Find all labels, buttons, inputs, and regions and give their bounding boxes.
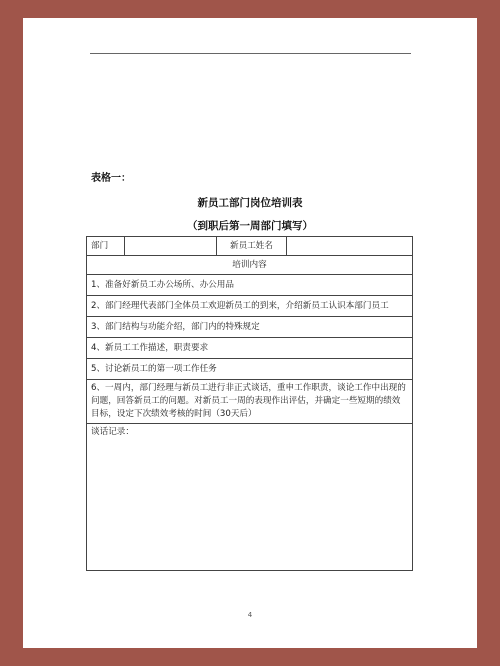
list-item (87, 317, 413, 338)
training-item-2: 2、部门经理代表部门全体员工欢迎新员工的到来，介绍新员工认识本部门员工 (87, 296, 413, 317)
conversation-records-field[interactable] (87, 424, 413, 571)
training-content-row (87, 256, 413, 275)
training-item-5: 5、讨论新员工的第一项工作任务 (87, 359, 413, 380)
list-item (87, 380, 413, 424)
form-subtitle: （到职后第一周部门填写） (187, 220, 313, 232)
department-label: 部门 (87, 237, 125, 256)
training-item-6: 6、一周内，部门经理与新员工进行非正式谈话，重申工作职责，谈论工作中出现的问题，回答新员工的问题。对新员工一周的表现作出评估，并确定一些短期的绩效目标，设定下次绩效考核的时间（30天后） (87, 380, 413, 424)
list-item (87, 275, 413, 296)
training-item-1: 1、准备好新员工办公场所、办公用品 (87, 275, 413, 296)
header-divider (90, 53, 411, 54)
employee-name-label: 新员工姓名 (217, 237, 287, 256)
page-number: 4 (247, 611, 253, 619)
list-item (87, 338, 413, 359)
records-label: 谈话记录： (91, 427, 134, 437)
header-row (87, 237, 413, 256)
training-item-4: 4、新员工工作描述，职责要求 (87, 338, 413, 359)
training-content-header: 培训内容 (87, 256, 413, 275)
table-label: 表格一： (91, 173, 131, 184)
list-item (87, 296, 413, 317)
training-form-table (86, 236, 413, 571)
records-row (87, 424, 413, 571)
form-title: 新员工部门岗位培训表 (197, 197, 303, 209)
employee-name-field[interactable] (287, 237, 413, 256)
department-field[interactable] (125, 237, 217, 256)
training-item-3: 3、部门结构与功能介绍，部门内的特殊规定 (87, 317, 413, 338)
document-page (23, 18, 477, 648)
list-item (87, 359, 413, 380)
